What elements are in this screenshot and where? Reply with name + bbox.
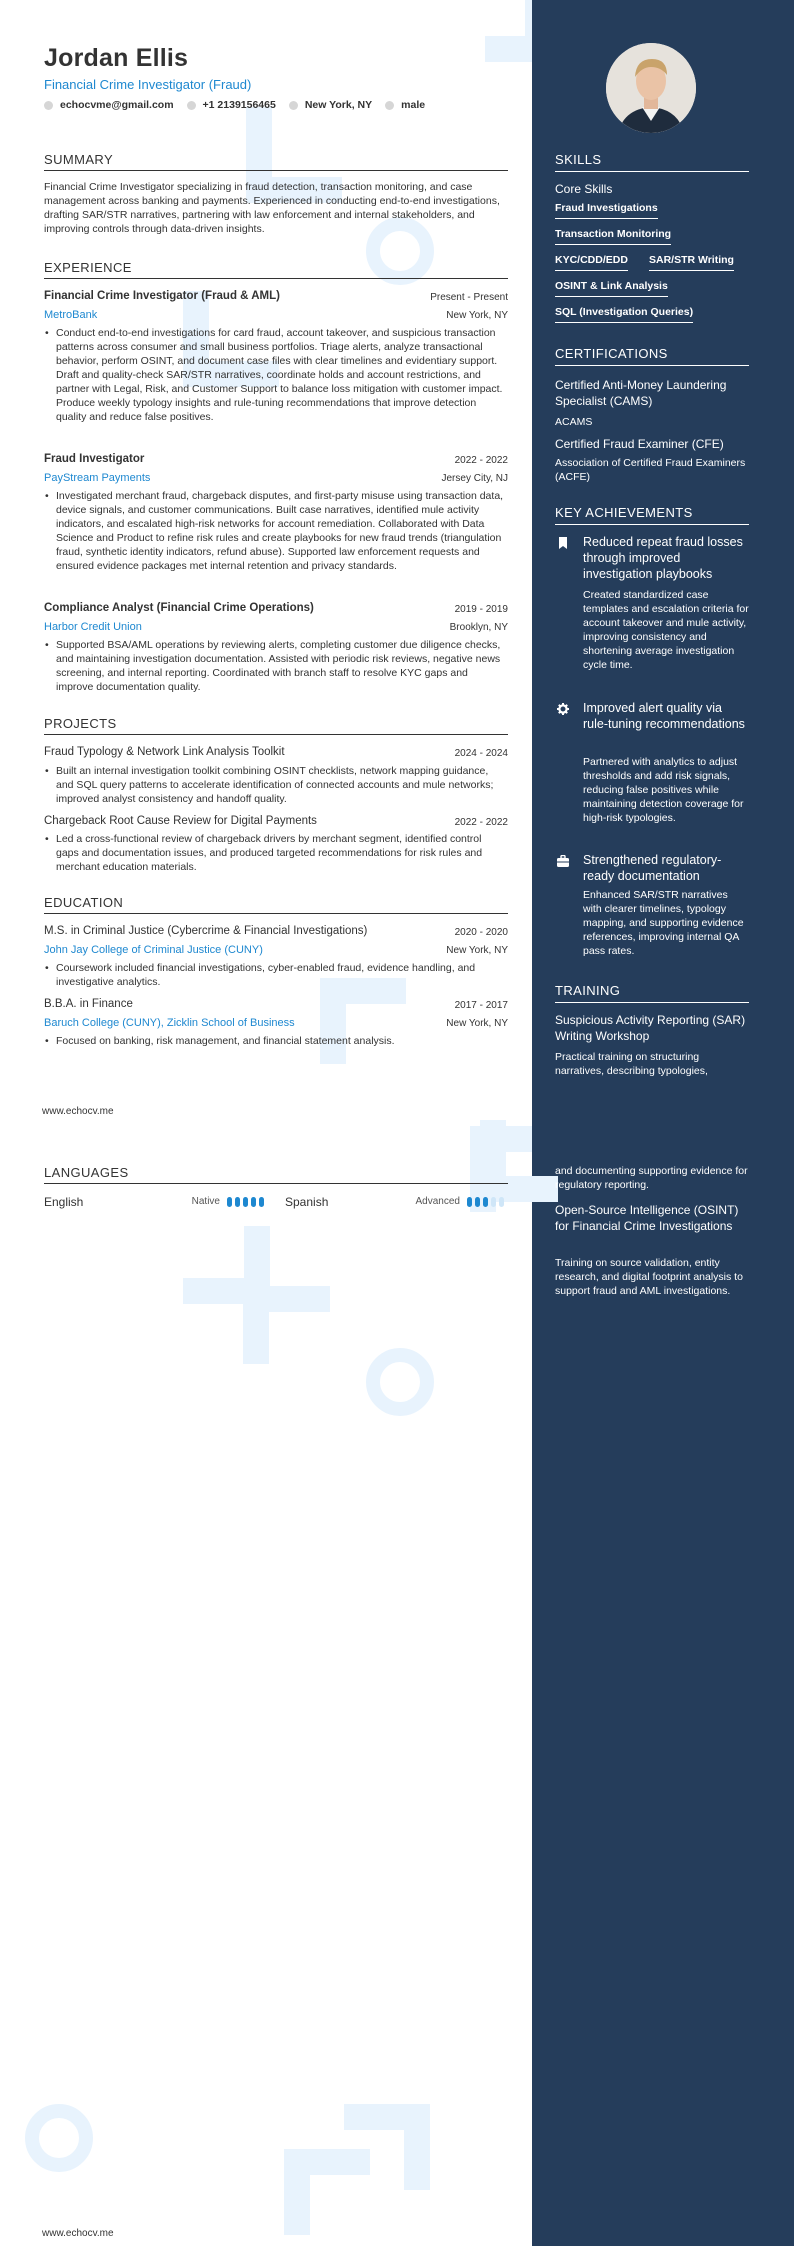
experience-location: Jersey City, NJ: [441, 473, 508, 484]
bookmark-icon: [557, 537, 569, 549]
contact-email[interactable]: echocvme@gmail.com: [60, 99, 174, 111]
education-dates: 2017 - 2017: [454, 1000, 508, 1011]
rating-dot: [243, 1197, 248, 1207]
training-desc: Practical training on structuring narratives, describing typologies,: [555, 1051, 708, 1077]
experience-role: Compliance Analyst (Financial Crime Operations): [44, 602, 314, 614]
footer-url[interactable]: www.echocv.me: [42, 1106, 114, 1117]
rating-dot: [483, 1197, 488, 1207]
education-bullet: • Focused on banking, risk management, and financial statement analysis.: [56, 1034, 506, 1048]
achievement-desc: Created standardized case templates and escalation criteria for account takeover and mule activity, improving consistency and shortening average investigation cycle time.: [583, 589, 749, 671]
education-school: John Jay College of Criminal Justice (CUNY): [44, 944, 263, 956]
certification-issuer: ACAMS: [555, 416, 593, 428]
experience-company: PayStream Payments: [44, 472, 151, 484]
project-title: Fraud Typology & Network Link Analysis Toolkit: [44, 746, 285, 758]
experience-bullet: • Supported BSA/AML operations by reviewing alerts, completing customer due diligence checks, and maintaining investigation documentation. Assisted with periodic risk reviews, negative news screening, and internal reporting. Coordinated with branch staff to resolve KYC gaps and improve documentation quality.: [56, 638, 506, 694]
footer-url[interactable]: www.echocv.me: [42, 2228, 114, 2239]
skill-tag: Fraud Investigations: [555, 202, 658, 219]
section-heading-certifications: CERTIFICATIONS: [555, 346, 749, 366]
phone-icon: [187, 101, 196, 110]
project-dates: 2022 - 2022: [454, 817, 508, 828]
decorative-corner: [183, 1278, 269, 1364]
experience-role: Fraud Investigator: [44, 453, 145, 465]
job-title: Financial Crime Investigator (Fraud): [44, 77, 252, 92]
education-bullet: • Coursework included financial investigations, cyber-enabled fraud, evidence handling, and investigative analytics.: [56, 961, 506, 989]
education-school: Baruch College (CUNY), Zicklin School of Business: [44, 1017, 295, 1029]
person-icon: [385, 101, 394, 110]
decorative-corner: [344, 2104, 430, 2190]
experience-role: Financial Crime Investigator (Fraud & AML): [44, 290, 280, 302]
decorative-corner: [284, 2149, 370, 2235]
experience-dates: 2022 - 2022: [454, 455, 508, 466]
language-name: English: [44, 1195, 84, 1209]
contact-location: New York, NY: [304, 99, 373, 111]
rating-dot: [499, 1197, 504, 1207]
language-level: Native: [191, 1196, 220, 1207]
contact-gender: male: [401, 99, 426, 111]
section-heading-summary: SUMMARY: [44, 152, 508, 171]
achievement-title: Improved alert quality via rule-tuning recommendations: [583, 701, 745, 731]
briefcase-icon: [557, 855, 569, 867]
skill-tag: Transaction Monitoring: [555, 228, 671, 245]
skills-group-title: Core Skills: [555, 182, 613, 196]
skill-tag: SQL (Investigation Queries): [555, 306, 693, 323]
training-desc: Training on source validation, entity research, and digital footprint analysis to support fraud and AML investigations.: [555, 1257, 743, 1297]
rating-dot: [467, 1197, 472, 1207]
training-desc-continued: and documenting supporting evidence for regulatory reporting.: [555, 1165, 748, 1191]
language-rating: [467, 1197, 504, 1207]
project-bullet: • Led a cross-functional review of chargeback drivers by merchant segment, identified control gaps and documentation issues, and produced targeted recommendations for risk rules and merchant education materials.: [56, 832, 506, 874]
project-dates: 2024 - 2024: [454, 748, 508, 759]
education-location: New York, NY: [446, 1018, 508, 1029]
section-heading-training: TRAINING: [555, 983, 749, 1003]
section-heading-projects: PROJECTS: [44, 716, 508, 735]
training-title: Suspicious Activity Reporting (SAR) Writing Workshop: [555, 1013, 746, 1043]
project-bullet: • Built an internal investigation toolkit combining OSINT checklists, network mapping guidance, and SQL query patterns to accelerate identification of connected accounts and mule networks; improved analyst consistency and handoff quality.: [56, 764, 506, 806]
skill-tag: KYC/CDD/EDD: [555, 254, 628, 271]
experience-dates: Present - Present: [430, 292, 508, 303]
decorative-ring: [366, 1348, 434, 1416]
section-heading-education: EDUCATION: [44, 895, 508, 914]
achievement-title: Reduced repeat fraud losses through improved investigation playbooks: [583, 535, 743, 581]
section-heading-languages: LANGUAGES: [44, 1165, 508, 1184]
certification-title: Certified Fraud Examiner (CFE): [555, 437, 724, 451]
experience-company: MetroBank: [44, 309, 98, 321]
language-rating: [227, 1197, 264, 1207]
experience-location: Brooklyn, NY: [449, 622, 508, 633]
decorative-corner: [244, 1226, 330, 1312]
candidate-name: Jordan Ellis: [44, 44, 189, 72]
section-heading-experience: EXPERIENCE: [44, 260, 508, 279]
rating-dot: [475, 1197, 480, 1207]
rating-dot: [491, 1197, 496, 1207]
email-icon: [44, 101, 53, 110]
achievement-title: Strengthened regulatory-ready documentation: [583, 853, 722, 883]
language-name: Spanish: [285, 1195, 329, 1209]
gear-icon: [557, 703, 569, 715]
summary-text: Financial Crime Investigator specializing in fraud detection, transaction monitoring, and case management across banking and payments. Experienced in conducting end-to-end investigations, drafting SAR/STR narratives, partnering with law enforcement and internal stakeholders, and improving controls through data-driven insights.: [44, 181, 500, 235]
education-degree: M.S. in Criminal Justice (Cybercrime & Financial Investigations): [44, 925, 368, 937]
contact-phone[interactable]: +1 2139156465: [202, 99, 276, 111]
certification-title: Certified Anti-Money Laundering Specialist (CAMS): [555, 378, 727, 408]
achievement-desc: Enhanced SAR/STR narratives with clearer timelines, typology mapping, and supporting evidence references, improving internal QA pass rates.: [583, 889, 744, 957]
experience-company: Harbor Credit Union: [44, 621, 142, 633]
experience-bullet: • Investigated merchant fraud, chargeback disputes, and first-party misuse using transaction data, device signals, and customer communications. Built case narratives, identified mule activity indicators, and escalated high-risk networks for account remediation. Collaborated with Data Science and Product to refine risk rules and create playbooks for new fraud trends (triangulation fraud, synthetic identity indicators, refund abuse). Supported law enforcement requests and ensured evidence packages met internal retention and privacy standards.: [56, 489, 506, 573]
sidebar: [532, 0, 794, 2246]
achievement-desc: Partnered with analytics to adjust thresholds and add risk signals, reducing false positives while maintaining detection coverage for high-risk typologies.: [583, 756, 744, 824]
rating-dot: [227, 1197, 232, 1207]
language-level: Advanced: [415, 1196, 460, 1207]
rating-dot: [259, 1197, 264, 1207]
experience-bullet: • Conduct end-to-end investigations for card fraud, account takeover, and suspicious transaction patterns across consumer and small business portfolios. Triage alerts, analyze transactional behavior, perform OSINT, and document case files with clear timelines and evidentiary support. Draft and quality-check SAR/STR narratives, coordinate holds and account restrictions, and partner with Legal, Risk, and Customer Support to balance loss mitigation with customer impact. Produce weekly typology insights and rule-tuning recommendations that improve detection quality and reduce false positives.: [56, 326, 506, 424]
education-location: New York, NY: [446, 945, 508, 956]
decorative-ring: [25, 2104, 93, 2172]
experience-location: New York, NY: [446, 310, 508, 321]
education-dates: 2020 - 2020: [454, 927, 508, 938]
certification-issuer: Association of Certified Fraud Examiners (ACFE): [555, 457, 746, 483]
rating-dot: [251, 1197, 256, 1207]
skill-tag: OSINT & Link Analysis: [555, 280, 668, 297]
experience-dates: 2019 - 2019: [454, 604, 508, 615]
rating-dot: [235, 1197, 240, 1207]
contact-row: [44, 99, 425, 111]
education-degree: B.B.A. in Finance: [44, 998, 133, 1010]
decorative-corner: [320, 978, 406, 1064]
section-heading-skills: SKILLS: [555, 152, 749, 172]
location-icon: [289, 101, 298, 110]
section-heading-achievements: KEY ACHIEVEMENTS: [555, 505, 749, 525]
project-title: Chargeback Root Cause Review for Digital Payments: [44, 815, 317, 827]
training-title: Open-Source Intelligence (OSINT) for Financial Crime Investigations: [555, 1203, 739, 1233]
avatar: [606, 43, 696, 133]
skill-tag: SAR/STR Writing: [649, 254, 734, 271]
